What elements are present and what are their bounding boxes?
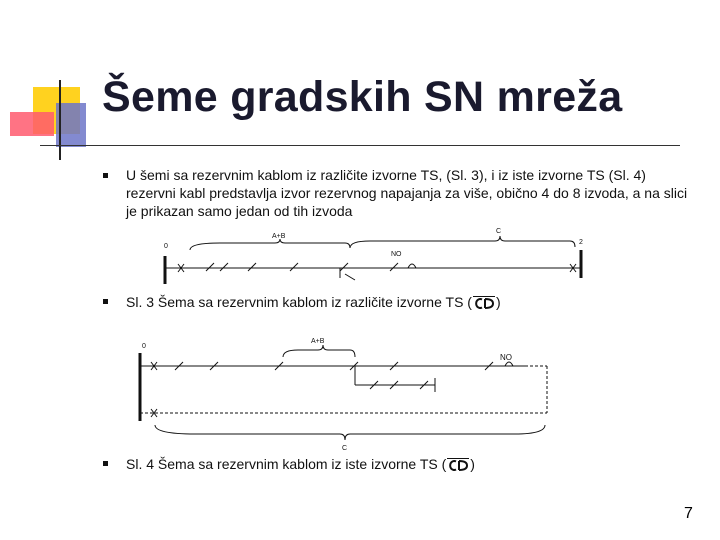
caption-sl3 — [126, 293, 501, 311]
diagram-sl4 — [135, 333, 555, 453]
decor-red-square — [10, 112, 54, 136]
diagram-sl3 — [150, 222, 600, 286]
square-bullet-icon — [103, 173, 108, 178]
diagram1-label-2: 2 — [579, 239, 583, 246]
diagram1-label-0: 0 — [164, 243, 168, 250]
page-number: 7 — [684, 505, 693, 522]
caption-sl4-text: Sl. 4 Šema sa rezervnim kablom iz iste izvorne TS ( — [126, 456, 447, 472]
square-bullet-icon — [103, 299, 108, 304]
diagram2-label-c: C — [342, 445, 348, 452]
diagram2-label-0: 0 — [142, 343, 146, 350]
body-paragraph: U šemi sa rezervnim kablom iz različite izvorne TS, (Sl. 3), i iz iste izvorne TS (Sl. 4) rezervni kabl predstavlja izvor rezervnog napajanja za više, obično 4 do 8 izvoda, a na slici je prikazan samo jedan od tih izvoda — [126, 167, 688, 219]
diagram1-label-c: C — [496, 228, 502, 235]
diagram2-label-ab: A+B — [311, 338, 325, 345]
caption-sl3-close: ) — [495, 294, 501, 310]
diagram2-label-no: NO — [500, 353, 512, 362]
square-bullet-icon — [103, 461, 108, 466]
slide-title: Šeme gradskih SN mreža — [102, 73, 623, 121]
cd-formula-icon — [446, 457, 470, 471]
caption-sl4 — [126, 455, 475, 473]
diagram1-label-ab: A+B — [272, 233, 286, 240]
decor-vertical-line — [59, 80, 61, 160]
title-underline — [40, 145, 680, 146]
caption-sl3-text: Sl. 3 Šema sa rezervnim kablom iz različite izvorne TS ( — [126, 294, 472, 310]
caption-sl4-close: ) — [470, 456, 475, 472]
diagram1-label-no: NO — [391, 251, 402, 258]
cd-formula-icon — [472, 295, 496, 309]
